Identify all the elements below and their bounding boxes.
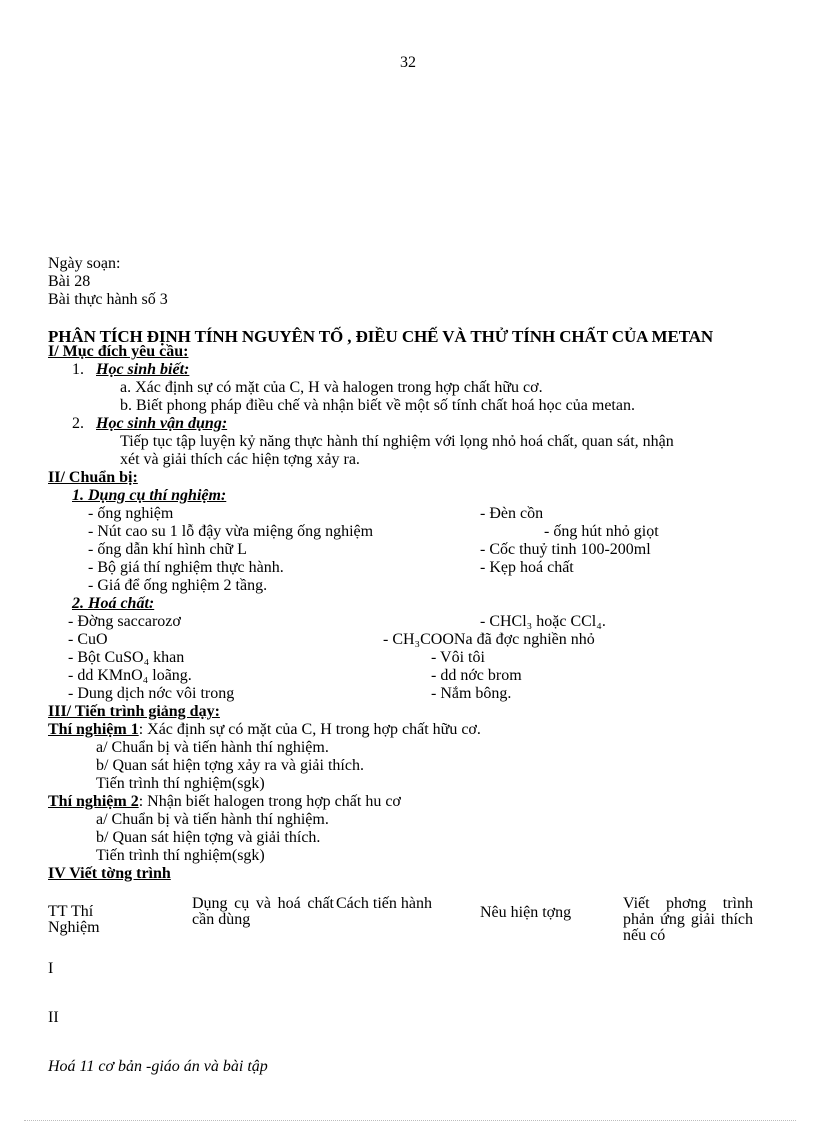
experiment-1-step-a: a/ Chuẩn bị và tiến hành thí nghiệm. xyxy=(96,739,329,756)
chemicals-title: 2. Hoá chất: xyxy=(72,595,155,612)
practice-label: Bài thực hành số 3 xyxy=(48,291,168,308)
table-header-col-4: Nêu hiện tợng xyxy=(480,904,572,921)
tools-title: 1. Dụng cụ thí nghiệm: xyxy=(72,487,227,504)
page-bottom-divider xyxy=(24,1120,796,1121)
table-row-label: I xyxy=(48,960,54,977)
chemical-item-right: - CH₃COONa đã đợc nghiền nhỏ xyxy=(383,631,595,648)
tool-item: - Bộ giá thí nghiệm thực hành. xyxy=(88,559,284,576)
tool-item: - Nút cao su 1 lỗ đậy vừa miệng ống nghiệm xyxy=(88,523,374,540)
tool-item: - ống dẫn khí hình chữ L xyxy=(88,541,247,558)
table-row-label: II xyxy=(48,1009,59,1026)
experiment-1-ref: Tiến trình thí nghiệm(sgk) xyxy=(96,775,265,792)
tool-item-right: - Cốc thuỷ tinh 100-200ml xyxy=(480,541,651,558)
tool-item: - Giá để ống nghiệm 2 tầng. xyxy=(88,577,268,594)
experiment-2-desc: : Nhận biết halogen trong hợp chất hu cơ xyxy=(138,793,401,810)
experiment-2-step-b: b/ Quan sát hiện tợng và giải thích. xyxy=(96,829,321,846)
chemical-item: - Dung dịch nớc vôi trong xyxy=(68,685,235,702)
table-header-col-2: Dụng cụ và hoá chất cần dùng xyxy=(192,895,334,928)
sub-2-title: Học sinh vận dụng: xyxy=(96,415,228,432)
chemical-item: - Bột CuSO₄ khan xyxy=(68,649,185,666)
experiment-2-ref: Tiến trình thí nghiệm(sgk) xyxy=(96,847,265,864)
chemical-item: - Đờng saccarozơ xyxy=(68,613,181,630)
sub-2-number: 2. xyxy=(72,415,84,432)
page-footer: Hoá 11 cơ bản -giáo án và bài tập xyxy=(48,1058,268,1075)
sub-2-line-1: Tiếp tục tập luyện kỷ năng thực hành thí nghiệm với lọng nhỏ hoá chất, quan sát, nhận xyxy=(120,433,674,450)
chemical-item: - dd KMnO₄ loãng. xyxy=(68,667,192,684)
sub-1-item-b: b. Biết phong pháp điều chế và nhận biết về một số tính chất hoá học của metan. xyxy=(120,397,635,414)
table-header-col-1: TT Thí Nghiệm xyxy=(48,903,100,936)
sub-1-item-a: a. Xác định sự có mặt của C, H và halogen trong hợp chất hữu cơ. xyxy=(120,379,543,396)
chemical-item-right: - Vôi tôi xyxy=(431,649,485,666)
chemical-item: - CuO xyxy=(68,631,108,648)
sub-2-line-2: xét và giải thích các hiện tợng xảy ra. xyxy=(120,451,360,468)
table-header-col-3: Cách tiến hành xyxy=(336,895,432,912)
tool-item-right: - Đèn cồn xyxy=(480,505,544,522)
date-label: Ngày soạn: xyxy=(48,255,121,272)
lesson-label: Bài 28 xyxy=(48,273,91,290)
experiment-1-step-b: b/ Quan sát hiện tợng xảy ra và giải thích. xyxy=(96,757,364,774)
section-1-heading: I/ Mục đích yêu cầu: xyxy=(48,343,189,360)
section-3-heading: III/ Tiến trình giảng dạy: xyxy=(48,703,220,720)
experiment-1-desc: : Xác định sự có mặt của C, H trong hợp chất hữu cơ. xyxy=(138,721,481,738)
page-number: 32 xyxy=(400,54,416,71)
sub-1-title: Học sinh biết: xyxy=(96,361,190,378)
tool-item-right: - Kẹp hoá chất xyxy=(480,559,574,576)
experiment-2-line xyxy=(48,793,401,811)
experiment-2-step-a: a/ Chuẩn bị và tiến hành thí nghiệm. xyxy=(96,811,329,828)
sub-1-number: 1. xyxy=(72,361,84,378)
document-title: PHÂN TÍCH ĐỊNH TÍNH NGUYÊN TỐ , ĐIỀU CHẾ VÀ THỬ TÍNH CHẤT CỦA METAN xyxy=(48,327,714,346)
tool-item-right: - ống hút nhỏ giọt xyxy=(544,523,659,540)
section-2-heading: II/ Chuẩn bị: xyxy=(48,469,138,486)
experiment-1-label: Thí nghiệm 1 xyxy=(48,721,139,738)
experiment-1-line xyxy=(48,721,481,739)
chemical-item-right: - dd nớc brom xyxy=(431,667,522,684)
table-header-col-5: Viết phơng trình phản ứng giải thích nếu có xyxy=(623,895,753,944)
tool-item: - ống nghiệm xyxy=(88,505,174,522)
experiment-2-label: Thí nghiệm 2 xyxy=(48,793,139,810)
chemical-item-right: - Nắm bông. xyxy=(431,685,512,702)
chemical-item-right: - CHCl₃ hoặc CCl₄. xyxy=(480,613,606,630)
section-4-heading: IV Viết tờng trình xyxy=(48,865,171,882)
